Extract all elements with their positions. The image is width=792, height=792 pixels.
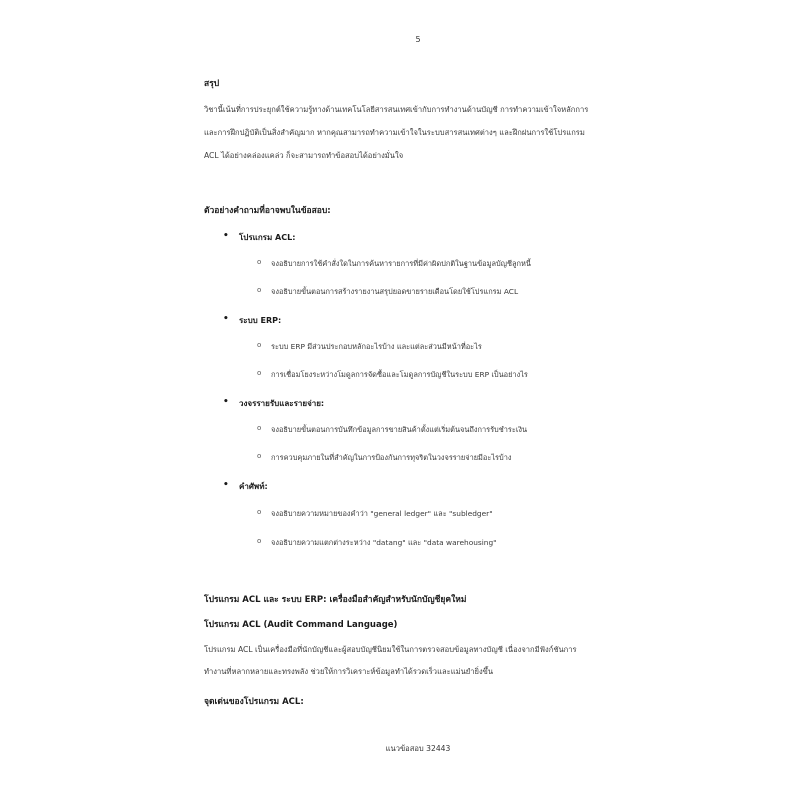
example-question: o ระบบ ERP มีส่วนประกอบหลักอะไรบ้าง และแต่ละส่วนมีหน้าที่อะไร: [271, 341, 482, 353]
examples-heading: ตัวอย่างคำถามที่อาจพบในข้อสอบ:: [204, 206, 331, 216]
example-question: o การควบคุมภายในที่สำคัญในการป้องกันการทุจริตในวงจรรายจ่ายมีอะไรบ้าง: [271, 452, 511, 464]
summary-heading: สรุป: [204, 79, 220, 89]
page-number: 5: [415, 35, 421, 44]
example-question: o การเชื่อมโยงระหว่างโมดูลการจัดซื้อและโมดูลการบัญชีในระบบ ERP เป็นอย่างไร: [271, 369, 528, 381]
acl-description-line: ทำงานที่หลากหลายและทรงพลัง ช่วยให้การวิเคราะห์ข้อมูลทำได้รวดเร็วและแม่นยำยิ่งขึ้น: [204, 667, 494, 676]
example-question: o จงอธิบายความแตกต่างระหว่าง "datang" และ "data warehousing": [271, 537, 497, 549]
example-question: o จงอธิบายขั้นตอนการบันทึกข้อมูลการขายสินค้าตั้งแต่เริ่มต้นจนถึงการรับชำระเงิน: [271, 424, 527, 436]
acl-highlights-heading: จุดเด่นของโปรแกรม ACL:: [204, 697, 304, 707]
example-group-title: • ระบบ ERP:: [239, 314, 281, 327]
example-group-title: • วงจรรายรับและรายจ่าย:: [239, 397, 324, 410]
acl-description-line: โปรแกรม ACL เป็นเครื่องมือที่นักบัญชีและผู้สอบบัญชีนิยมใช้ในการตรวจสอบข้อมูลทางบัญชี เนื่องจากมีฟังก์ชันการ: [204, 645, 577, 654]
example-group-title: • คำศัพท์:: [239, 480, 268, 493]
acl-section-heading: โปรแกรม ACL และ ระบบ ERP: เครื่องมือสำคัญสำหรับนักบัญชียุคใหม่: [204, 595, 467, 605]
summary-line: และการฝึกปฏิบัติเป็นสิ่งสำคัญมาก หากคุณสามารถทำความเข้าใจในระบบสารสนเทศต่างๆ และฝึกฝนการใช้โปรแกรม: [204, 128, 585, 137]
summary-line: วิชานี้เน้นที่การประยุกต์ใช้ความรู้ทางด้านเทคโนโลยีสารสนเทศเข้ากับการทำงานด้านบัญชี การทำความเข้าใจหลักการ: [204, 105, 589, 114]
example-question: o จงอธิบายการใช้คำสั่งใดในการค้นหารายการที่มีค่าผิดปกติในฐานข้อมูลบัญชีลูกหนี้: [271, 258, 531, 270]
example-group-title: • โปรแกรม ACL:: [239, 231, 295, 244]
summary-line: ACL ได้อย่างคล่องแคล่ว ก็จะสามารถทำข้อสอบได้อย่างมั่นใจ: [204, 151, 404, 160]
example-question: o จงอธิบายความหมายของคำว่า "general ledger" และ "subledger": [271, 508, 493, 520]
acl-subheading: โปรแกรม ACL (Audit Command Language): [204, 620, 398, 630]
page-footer: แนวข้อสอบ 32443: [385, 744, 451, 753]
example-question: o จงอธิบายขั้นตอนการสร้างรายงานสรุปยอดขายรายเดือนโดยใช้โปรแกรม ACL: [271, 286, 518, 298]
